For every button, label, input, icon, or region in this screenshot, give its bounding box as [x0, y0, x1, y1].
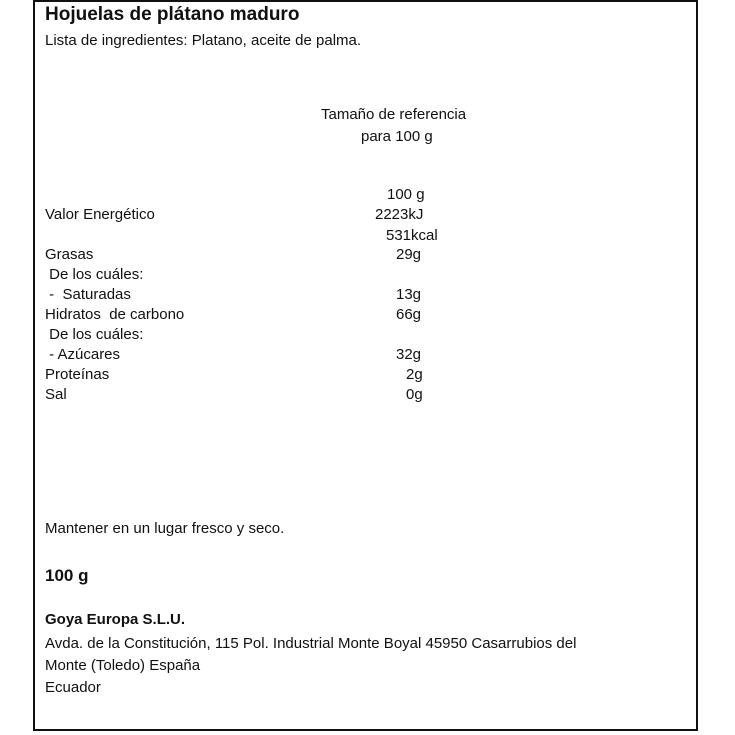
- nutrient-value: 0g: [406, 386, 423, 403]
- country-of-origin: Ecuador: [45, 679, 101, 696]
- nutrient-label: - Saturadas: [45, 286, 131, 303]
- nutrient-label: Sal: [45, 386, 67, 403]
- nutrient-label: Grasas: [45, 246, 94, 263]
- column-header: 100 g: [387, 186, 425, 203]
- energy-kj: 2223kJ: [375, 206, 424, 223]
- reference-size-line1: Tamaño de referencia: [321, 106, 467, 123]
- nutrient-label: De los cuáles:: [45, 266, 144, 283]
- nutrient-label: Proteínas: [45, 366, 110, 383]
- nutrient-value: 29g: [396, 246, 422, 263]
- nutrient-value: 13g: [396, 286, 422, 303]
- company-name: Goya Europa S.L.U.: [45, 611, 186, 628]
- storage-instructions: Mantener en un lugar fresco y seco.: [45, 520, 285, 537]
- net-weight: 100 g: [45, 566, 89, 585]
- energy-label: Valor Energético: [45, 206, 155, 223]
- nutrient-label: De los cuáles:: [45, 326, 144, 343]
- reference-size-line2: para 100 g: [361, 128, 433, 145]
- nutrient-value: 32g: [396, 346, 422, 363]
- nutrient-label: - Azúcares: [45, 346, 121, 363]
- product-title: Hojuelas de plátano maduro: [45, 4, 300, 25]
- nutrient-value: 66g: [396, 306, 422, 323]
- nutrient-value: 2g: [406, 366, 423, 383]
- ingredients-list: Lista de ingredientes: Platano, aceite de palma.: [45, 32, 362, 49]
- company-address-line2: Monte (Toledo) España: [45, 657, 201, 674]
- energy-kcal: 531kcal: [386, 227, 438, 244]
- company-address-line1: Avda. de la Constitución, 115 Pol. Industrial Monte Boyal 45950 Casarrubios del: [45, 635, 577, 652]
- nutrient-label: Hidratos de carbono: [45, 306, 185, 323]
